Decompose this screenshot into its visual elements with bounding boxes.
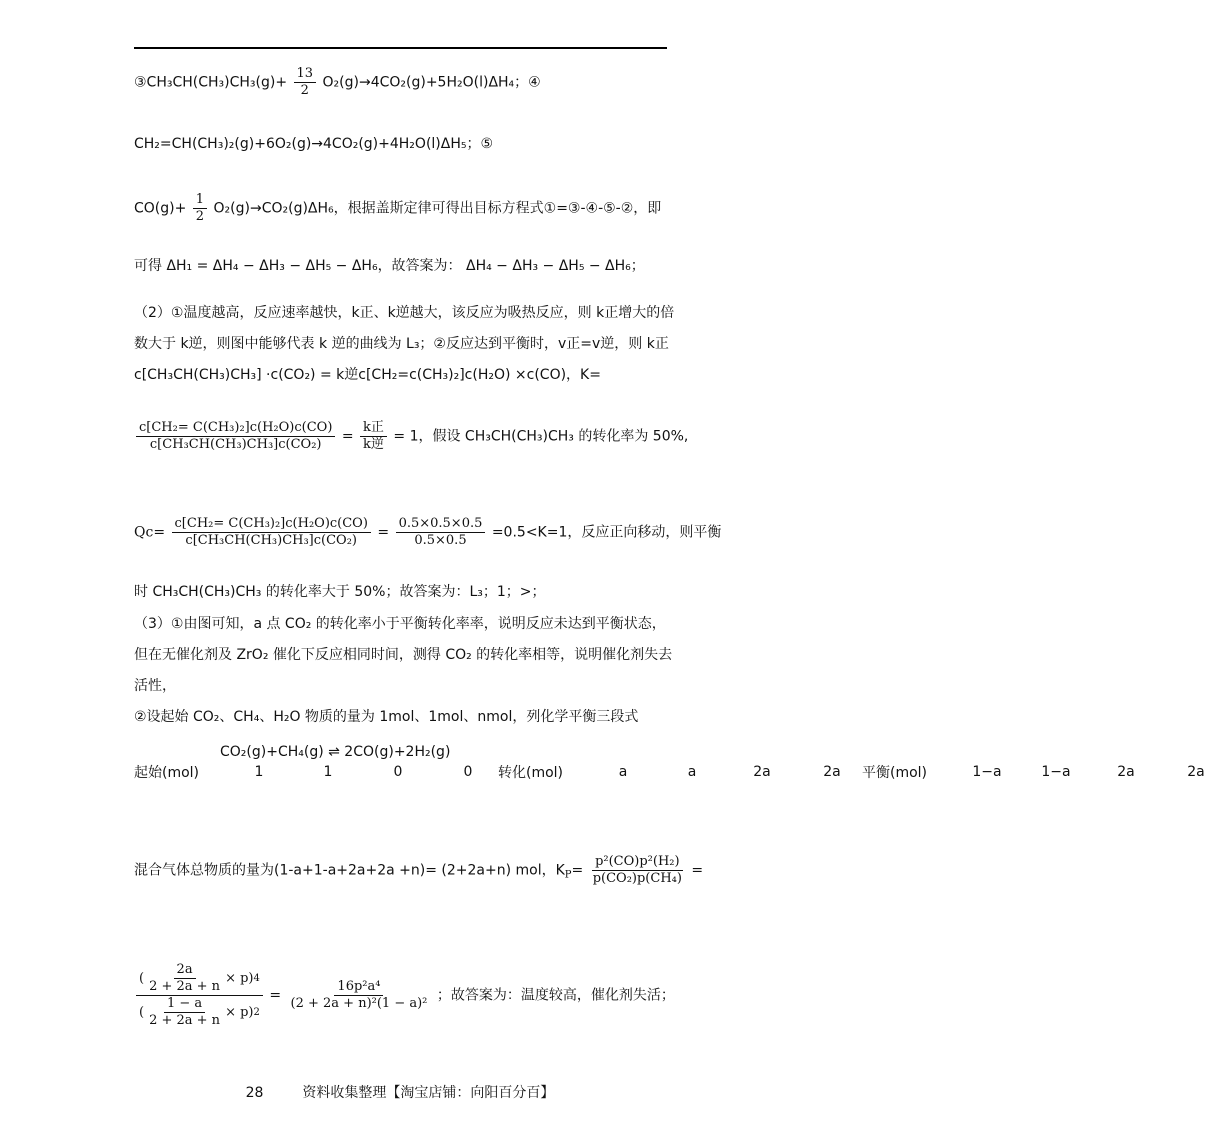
kp-line (134, 854, 703, 887)
text: ，故答案为： (377, 258, 462, 274)
eq3-left: ③CH₃CH(CH₃)CH₃(g)+ (134, 74, 288, 91)
paragraph-3-line-1: （3）①由图可知，a 点 CO₂ 的转化率小于平衡转化率率，说明反应未达到平衡状态， (134, 616, 666, 632)
frac-num: k正 (360, 420, 387, 437)
frac-den: p(CO₂)p(CH₄) (592, 871, 682, 886)
ice-cell: 1 (323, 764, 333, 780)
equation-line-3 (134, 66, 541, 99)
ice-cell: 1 (254, 764, 264, 780)
equals: = (377, 524, 390, 541)
frac-num: p²(CO)p²(H₂) (592, 854, 683, 871)
ice-cell: 0 (463, 764, 473, 780)
frac-den: c[CH₃CH(CH₃)CH₃]c(CO₂) (185, 533, 357, 548)
ice-row (134, 762, 498, 782)
qc-fraction (172, 516, 371, 549)
answer-line-2: 时 CH₃CH(CH₃)CH₃ 的转化率大于 50%；故答案为：L₃；1；>； (134, 584, 546, 600)
frac-num: 1 (193, 192, 207, 209)
frac-den: 2 + 2a + n (149, 979, 221, 994)
ice-cell: 2a (753, 764, 771, 780)
text: = 1，假设 CH₃CH(CH₃)CH₃ 的转化率为 50%, (393, 428, 689, 445)
ice-row (498, 762, 862, 782)
frac-den: 2 + 2a + n (149, 1013, 221, 1028)
frac-den: (2 + 2a + n)²(1 − a)² (290, 996, 428, 1011)
ice-cell: 1−a (1041, 764, 1071, 780)
ice-cell: a (687, 764, 697, 780)
k-ratio-fraction (360, 420, 387, 453)
ice-cell: 2a (1117, 764, 1135, 780)
equals: = (691, 862, 704, 879)
paragraph-3-line-3: 活性， (134, 678, 176, 694)
ice-row-label: 平衡(mol) (862, 765, 928, 781)
equals: = (341, 428, 354, 445)
frac-num: 2a (174, 962, 196, 979)
big-frac-num: ( $\frac{2a}{2 + 2a + n}$ × p ) 4 (136, 962, 263, 996)
inner-fraction (146, 996, 223, 1029)
equals: = (269, 987, 282, 1004)
footer-text: 资料收集整理【淘宝店铺：向阳百分百】 (302, 1085, 555, 1101)
k-fraction (136, 420, 335, 453)
frac-num: 13 (294, 66, 317, 83)
paragraph-3-line-2: 但在无催化剂及 ZrO₂ 催化下反应相同时间，测得 CO₂ 的转化率相等，说明催化剂失去 (134, 647, 673, 663)
fraction-1-2 (193, 192, 207, 225)
text: 可得 (134, 258, 162, 274)
ice-row-label: 起始(mol) (134, 765, 200, 781)
frac-num: 0.5×0.5×0.5 (396, 516, 486, 533)
qc-expression-line (134, 516, 721, 549)
subscript: P (564, 869, 572, 881)
text: × p (225, 970, 249, 986)
text: × p (225, 1004, 249, 1020)
fraction-13-2 (294, 66, 317, 99)
page-footer (0, 1082, 800, 1102)
frac-num: 16p²a⁴ (334, 979, 383, 996)
big-frac-den: ( $\frac{1 - a}{2 + 2a + n}$ × p ) 2 (139, 996, 260, 1028)
ice-rows (134, 762, 1226, 782)
frac-num: c[CH₂= C(CH₃)₂]c(H₂O)c(CO) (172, 516, 371, 533)
text: 混合气体总物质的量为(1-a+1-a+2a+2a +n)= (2+2a+n) mol，K (134, 862, 565, 879)
ice-cell: 2a (1187, 764, 1205, 780)
big-fraction (136, 962, 263, 1029)
paragraph-2-line-2: 数大于 k逆，则图中能够代表 k 逆的曲线为 L₃；②反应达到平衡时，v正=v逆，则 k正 (134, 336, 669, 352)
eq5-right: O₂(g)→CO₂(g)ΔH₆，根据盖斯定律可得出目标方程式①=③-④-⑤-②，即 (213, 200, 662, 217)
ice-cell: 0 (393, 764, 403, 780)
equals: = (571, 862, 584, 879)
header-rule (134, 47, 667, 49)
frac-den: 0.5×0.5 (414, 533, 467, 548)
result-fraction (288, 979, 431, 1012)
ice-cell: 2a (823, 764, 841, 780)
ice-row-label: 转化(mol) (498, 765, 564, 781)
text: ；故答案为：温度较高，催化剂失活； (436, 987, 675, 1004)
paragraph-2-line-1: （2）①温度越高，反应速率越快，k正、k逆越大，该反应为吸热反应，则 k正增大的倍 (134, 305, 675, 321)
frac-den: c[CH₃CH(CH₃)CH₃]c(CO₂) (149, 437, 322, 452)
frac-num: c[CH₂= C(CH₃)₂]c(H₂O)c(CO) (136, 420, 335, 437)
inner-fraction (146, 962, 223, 995)
qc-value-fraction (396, 516, 486, 549)
ice-equation-row (134, 742, 1226, 762)
eq5-left: CO(g)+ (134, 200, 187, 217)
equation-line-5 (134, 192, 661, 225)
answer-expression: ΔH₄ − ΔH₃ − ΔH₅ − ΔH₆ (466, 258, 631, 274)
delta-h-line (134, 257, 645, 275)
paragraph-2-line-3: c[CH₃CH(CH₃)CH₃] ·c(CO₂) = k逆c[CH₂=c(CH₃)₂]c(H₂O) ×c(CO)，K= (134, 367, 601, 383)
delta-h-expression: ΔH₁ = ΔH₄ − ΔH₃ − ΔH₅ − ΔH₆ (166, 258, 378, 274)
paragraph-3-line-4: ②设起始 CO₂、CH₄、H₂O 物质的量为 1mol、1mol、nmol，列化学平衡三段式 (134, 709, 639, 725)
exponent: 2 (253, 1006, 260, 1018)
kp-expression-line (134, 962, 675, 1029)
ice-cell: a (618, 764, 628, 780)
text: =0.5<K=1，反应正向移动，则平衡 (491, 524, 722, 541)
ice-equation: CO₂(g)+CH₄(g) ⇌ 2CO(g)+2H₂(g) (220, 744, 451, 760)
qc-label: Qc= (134, 524, 166, 541)
exponent: 4 (253, 972, 260, 984)
text: ； (630, 258, 645, 274)
ice-cell: 1−a (972, 764, 1002, 780)
kp-fraction (590, 854, 685, 887)
page-number: 28 (245, 1085, 264, 1101)
frac-num: 1 − a (164, 996, 205, 1013)
equation-line-4: CH₂=CH(CH₃)₂(g)+6O₂(g)→4CO₂(g)+4H₂O(l)ΔH₅；⑤ (134, 136, 494, 152)
frac-den: 2 (195, 209, 205, 224)
ice-table (134, 742, 1226, 782)
frac-den: k逆 (363, 437, 384, 452)
k-expression-line (134, 420, 688, 453)
ice-row (862, 762, 1226, 782)
eq3-right: O₂(g)→4CO₂(g)+5H₂O(l)ΔH₄；④ (322, 74, 541, 91)
frac-den: 2 (300, 83, 309, 98)
